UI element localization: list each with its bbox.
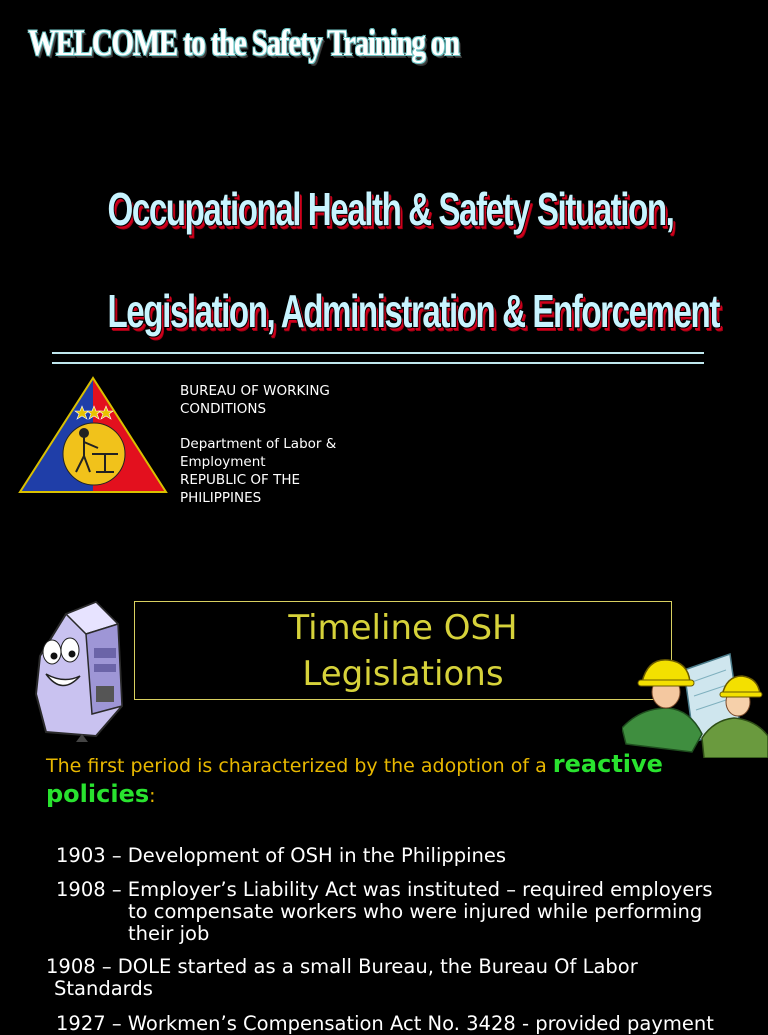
timeline-title-line-2: Legislations [302, 653, 504, 694]
intro-text: The first period is characterized by the adoption of a [46, 755, 553, 777]
bureau-info [180, 382, 380, 507]
department-name: Department of Labor & Employment [180, 436, 337, 470]
timeline-entry-1903: 1903 – Development of OSH in the Philippines [56, 844, 507, 867]
cartoon-copier-icon [26, 594, 126, 744]
timeline-entry-1908-dole [46, 956, 746, 1000]
hardhat-workers-icon [622, 652, 768, 758]
timeline-entry-1908-liability [56, 879, 746, 945]
intro-paragraph [46, 750, 746, 810]
bureau-emblem-icon [18, 376, 168, 494]
entry-first-line: 1908 – DOLE started as a small Bureau, the Bureau Of Labor [46, 955, 638, 978]
double-divider [52, 352, 704, 364]
timeline-entry-1927: 1927 – Workmen’s Compensation Act No. 3428 - provided payment [56, 1012, 714, 1035]
welcome-title: WELCOME to the Safety Training on [28, 23, 459, 64]
entry-continuation: Standards [54, 977, 153, 1000]
entry-first-line: 1908 – Employer’s Liability Act was instituted – required employers [56, 878, 713, 901]
reactive-policies-highlight: reactive policies [46, 750, 663, 808]
bureau-name: BUREAU OF WORKING CONDITIONS [180, 383, 330, 417]
timeline-title-box [134, 601, 672, 700]
timeline-title-line-1: Timeline OSH [288, 607, 518, 648]
headline-line-2: Legislation, Administration & Enforcement [107, 285, 719, 337]
country-name: REPUBLIC OF THE PHILIPPINES [180, 472, 301, 506]
entry-continuation: to compensate workers who were injured while performing their job [128, 900, 703, 945]
headline-line-1: Occupational Health & Safety Situation, [107, 183, 674, 235]
intro-suffix: : [149, 785, 156, 807]
